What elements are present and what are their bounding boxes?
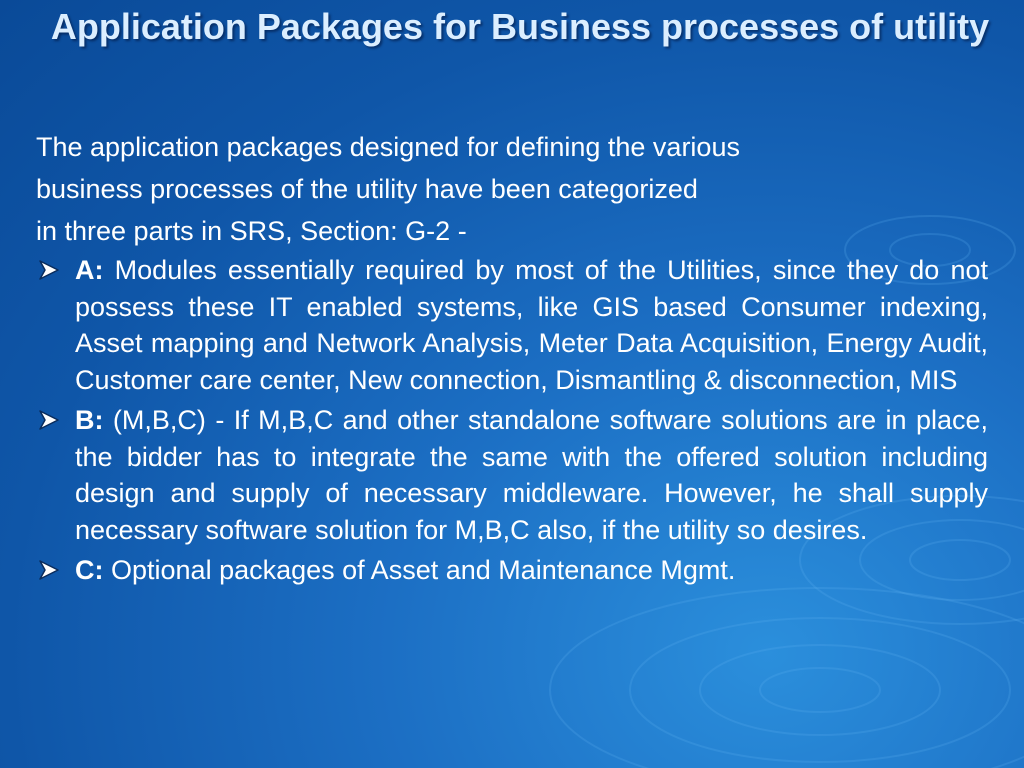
arrowhead-bullet-icon: [36, 252, 66, 288]
intro-line-1: The application packages designed for defining the various: [36, 132, 740, 162]
list-item: [36, 252, 988, 398]
intro-line-3: in three parts in SRS, Section: G-2 -: [36, 216, 467, 246]
bullet-key: A:: [75, 255, 104, 285]
list-item: [36, 552, 988, 589]
bullet-key: C:: [75, 555, 104, 585]
arrowhead-bullet-icon: [36, 552, 66, 588]
bullet-text: Modules essentially required by most of the Utilities, since they do not possess these IT enabled systems, like GIS based Consumer indexing, Asset mapping and Network Analysis, Meter Data Acquisition, Energy Audit, Customer care center, New connection, Dismantling & disconnection, MIS: [75, 255, 988, 395]
intro-line-2: business processes of the utility have been categorized: [36, 174, 698, 204]
slide-body: [36, 126, 988, 593]
category-list: [36, 252, 988, 589]
arrowhead-bullet-icon: [36, 402, 66, 438]
bullet-text: Optional packages of Asset and Maintenance Mgmt.: [103, 555, 736, 585]
slide-title: Application Packages for Business processes of utility: [50, 6, 990, 47]
bullet-text: (M,B,C) - If M,B,C and other standalone software solutions are in place, the bidder has to integrate the same with the offered solution including design and supply of necessary middleware. However, he shall supply necessary software solution for M,B,C also, if the utility so desires.: [75, 405, 988, 545]
bullet-key: B:: [75, 405, 104, 435]
list-item: [36, 402, 988, 548]
